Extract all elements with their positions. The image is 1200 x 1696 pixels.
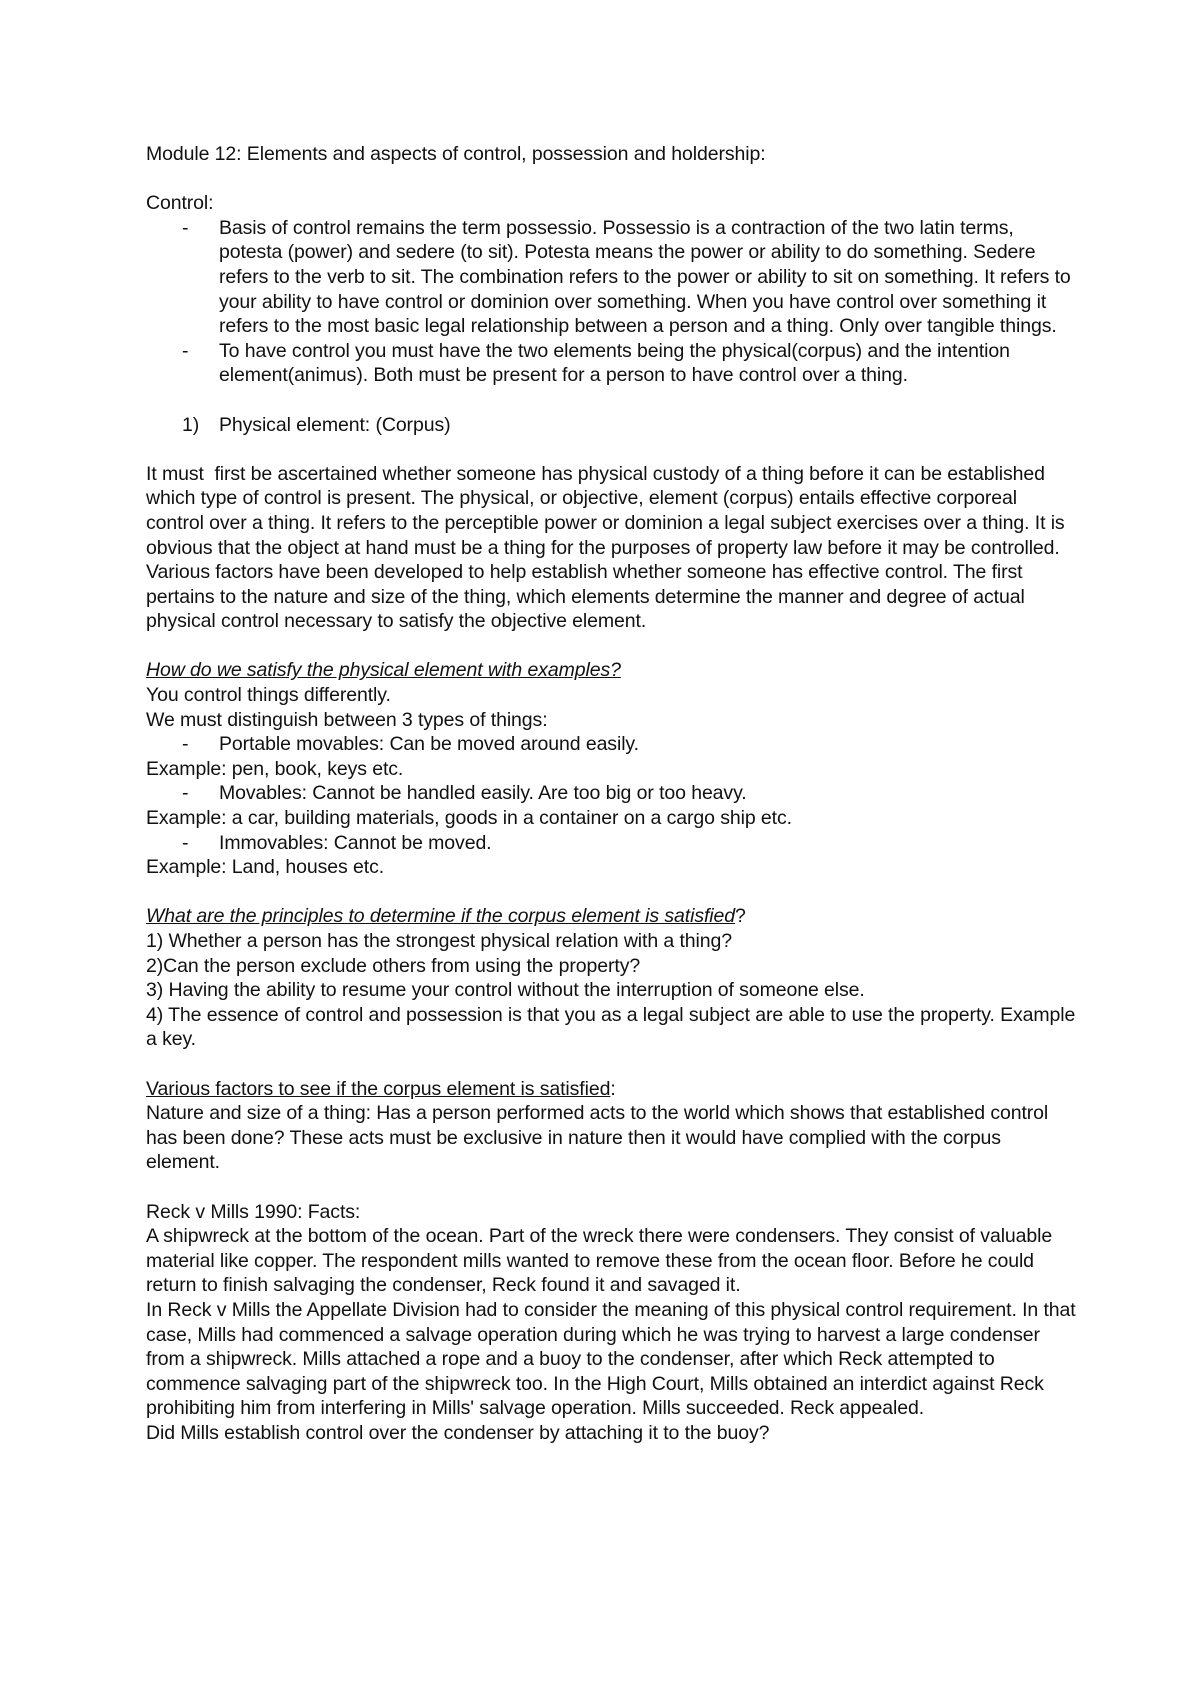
bullet-marker: - (182, 831, 189, 854)
physical-paragraph: It must first be ascertained whether someone has physical custody of a thing before it can be established which type of control is present. The physical, or objective, element (corpus) entails effective corporeal control over a thing. It refers to the perceptible power or dominion a legal subject exercises over a thing. It is obvious that the object at hand must be a thing for the purposes of property law before it may be controlled. Various factors have been developed to help establish whether someone has effective control. The first pertains to the nature and size of the thing, which elements determine the manner and degree of actual physical control necessary to satisfy the objective element. (146, 462, 1070, 633)
type-example: Example: Land, houses etc. (146, 856, 385, 879)
factors-heading-tail: : (610, 1077, 616, 1100)
case-heading: Reck v Mills 1990: Facts: (146, 1200, 361, 1223)
bullet-marker: - (182, 733, 189, 756)
type-example: Example: pen, book, keys etc. (146, 757, 404, 780)
bullet-marker: - (182, 782, 189, 805)
control-heading: Control: (146, 192, 214, 215)
principle-item: 3) Having the ability to resume your control without the interruption of someone else. (146, 979, 865, 1002)
principle-item: 4) The essence of control and possession is that you as a legal subject are able to use the property. Example a key. (146, 1003, 1081, 1051)
bullet-marker: - (182, 339, 189, 362)
type-text: Movables: Cannot be handled easily. Are too big or too heavy. (219, 782, 747, 805)
bullet-item (146, 216, 1076, 339)
factors-heading (146, 1077, 1076, 1102)
case-question: Did Mills establish control over the condenser by attaching it to the buoy? (146, 1421, 770, 1444)
type-text: Portable movables: Can be moved around easily. (219, 733, 639, 756)
factors-paragraph: Nature and size of a thing: Has a person performed acts to the world which shows that established control has been done? These acts must be exclusive in nature then it would have complied with the corpus element. (146, 1102, 1054, 1174)
type-example: Example: a car, building materials, goods in a container on a cargo ship etc. (146, 807, 792, 830)
numbered-item (146, 413, 1076, 438)
item-text: Physical element: (Corpus) (219, 413, 451, 436)
principles-heading (146, 904, 1076, 929)
bullet-item (146, 339, 1076, 388)
case-paragraph: A shipwreck at the bottom of the ocean. Part of the wreck there were condensers. They consist of valuable material like copper. The respondent mills wanted to remove these from the ocean floor. Before he could return to finish salvaging the condenser, Reck found it and savaged it. (146, 1225, 1058, 1297)
item-number: 1) (182, 413, 200, 436)
examples-line: You control things differently. (146, 684, 391, 707)
document-title: Module 12: Elements and aspects of control, possession and holdership: (146, 143, 766, 165)
bullet-marker: - (182, 216, 189, 239)
type-bullet (146, 781, 1076, 806)
type-bullet (146, 732, 1076, 757)
document-page (146, 142, 1081, 1445)
examples-line: We must distinguish between 3 types of things: (146, 708, 548, 731)
factors-heading-text: Various factors to see if the corpus element is satisfied (146, 1077, 611, 1100)
principle-item: 2)Can the person exclude others from using the property? (146, 954, 641, 977)
principles-heading-tail: ? (735, 905, 746, 928)
type-text: Immovables: Cannot be moved. (219, 831, 492, 854)
principle-item: 1) Whether a person has the strongest physical relation with a thing? (146, 930, 733, 952)
bullet-text: Basis of control remains the term possessio. Possessio is a contraction of the two latin terms, potesta (power) and sedere (to sit). Potesta means the power or ability to do something. Sedere refers to the verb to sit. The combination refers to the power or ability to sit on something. It refers to your ability to have control or dominion over something. When you have control over something it refers to the most basic legal relationship between a person and a thing. Only over tangible things. (219, 216, 1071, 338)
examples-heading: How do we satisfy the physical element with examples? (146, 659, 621, 682)
bullet-text: To have control you must have the two elements being the physical(corpus) and the intention element(animus). Both must be present for a person to have control over a thing. (219, 339, 1010, 387)
case-paragraph: In Reck v Mills the Appellate Division had to consider the meaning of this physical control requirement. In that case, Mills had commenced a salvage operation during which he was trying to harvest a large condenser from a shipwreck. Mills attached a rope and a buoy to the condenser, after which Reck attempted to commence salvaging part of the shipwreck too. In the High Court, Mills obtained an interdict against Reck prohibiting him from interfering in Mills' salvage operation. Mills succeeded. Reck appealed. (146, 1298, 1081, 1420)
principles-heading-text: What are the principles to determine if the corpus element is satisfied (146, 905, 736, 928)
type-bullet (146, 831, 1076, 856)
